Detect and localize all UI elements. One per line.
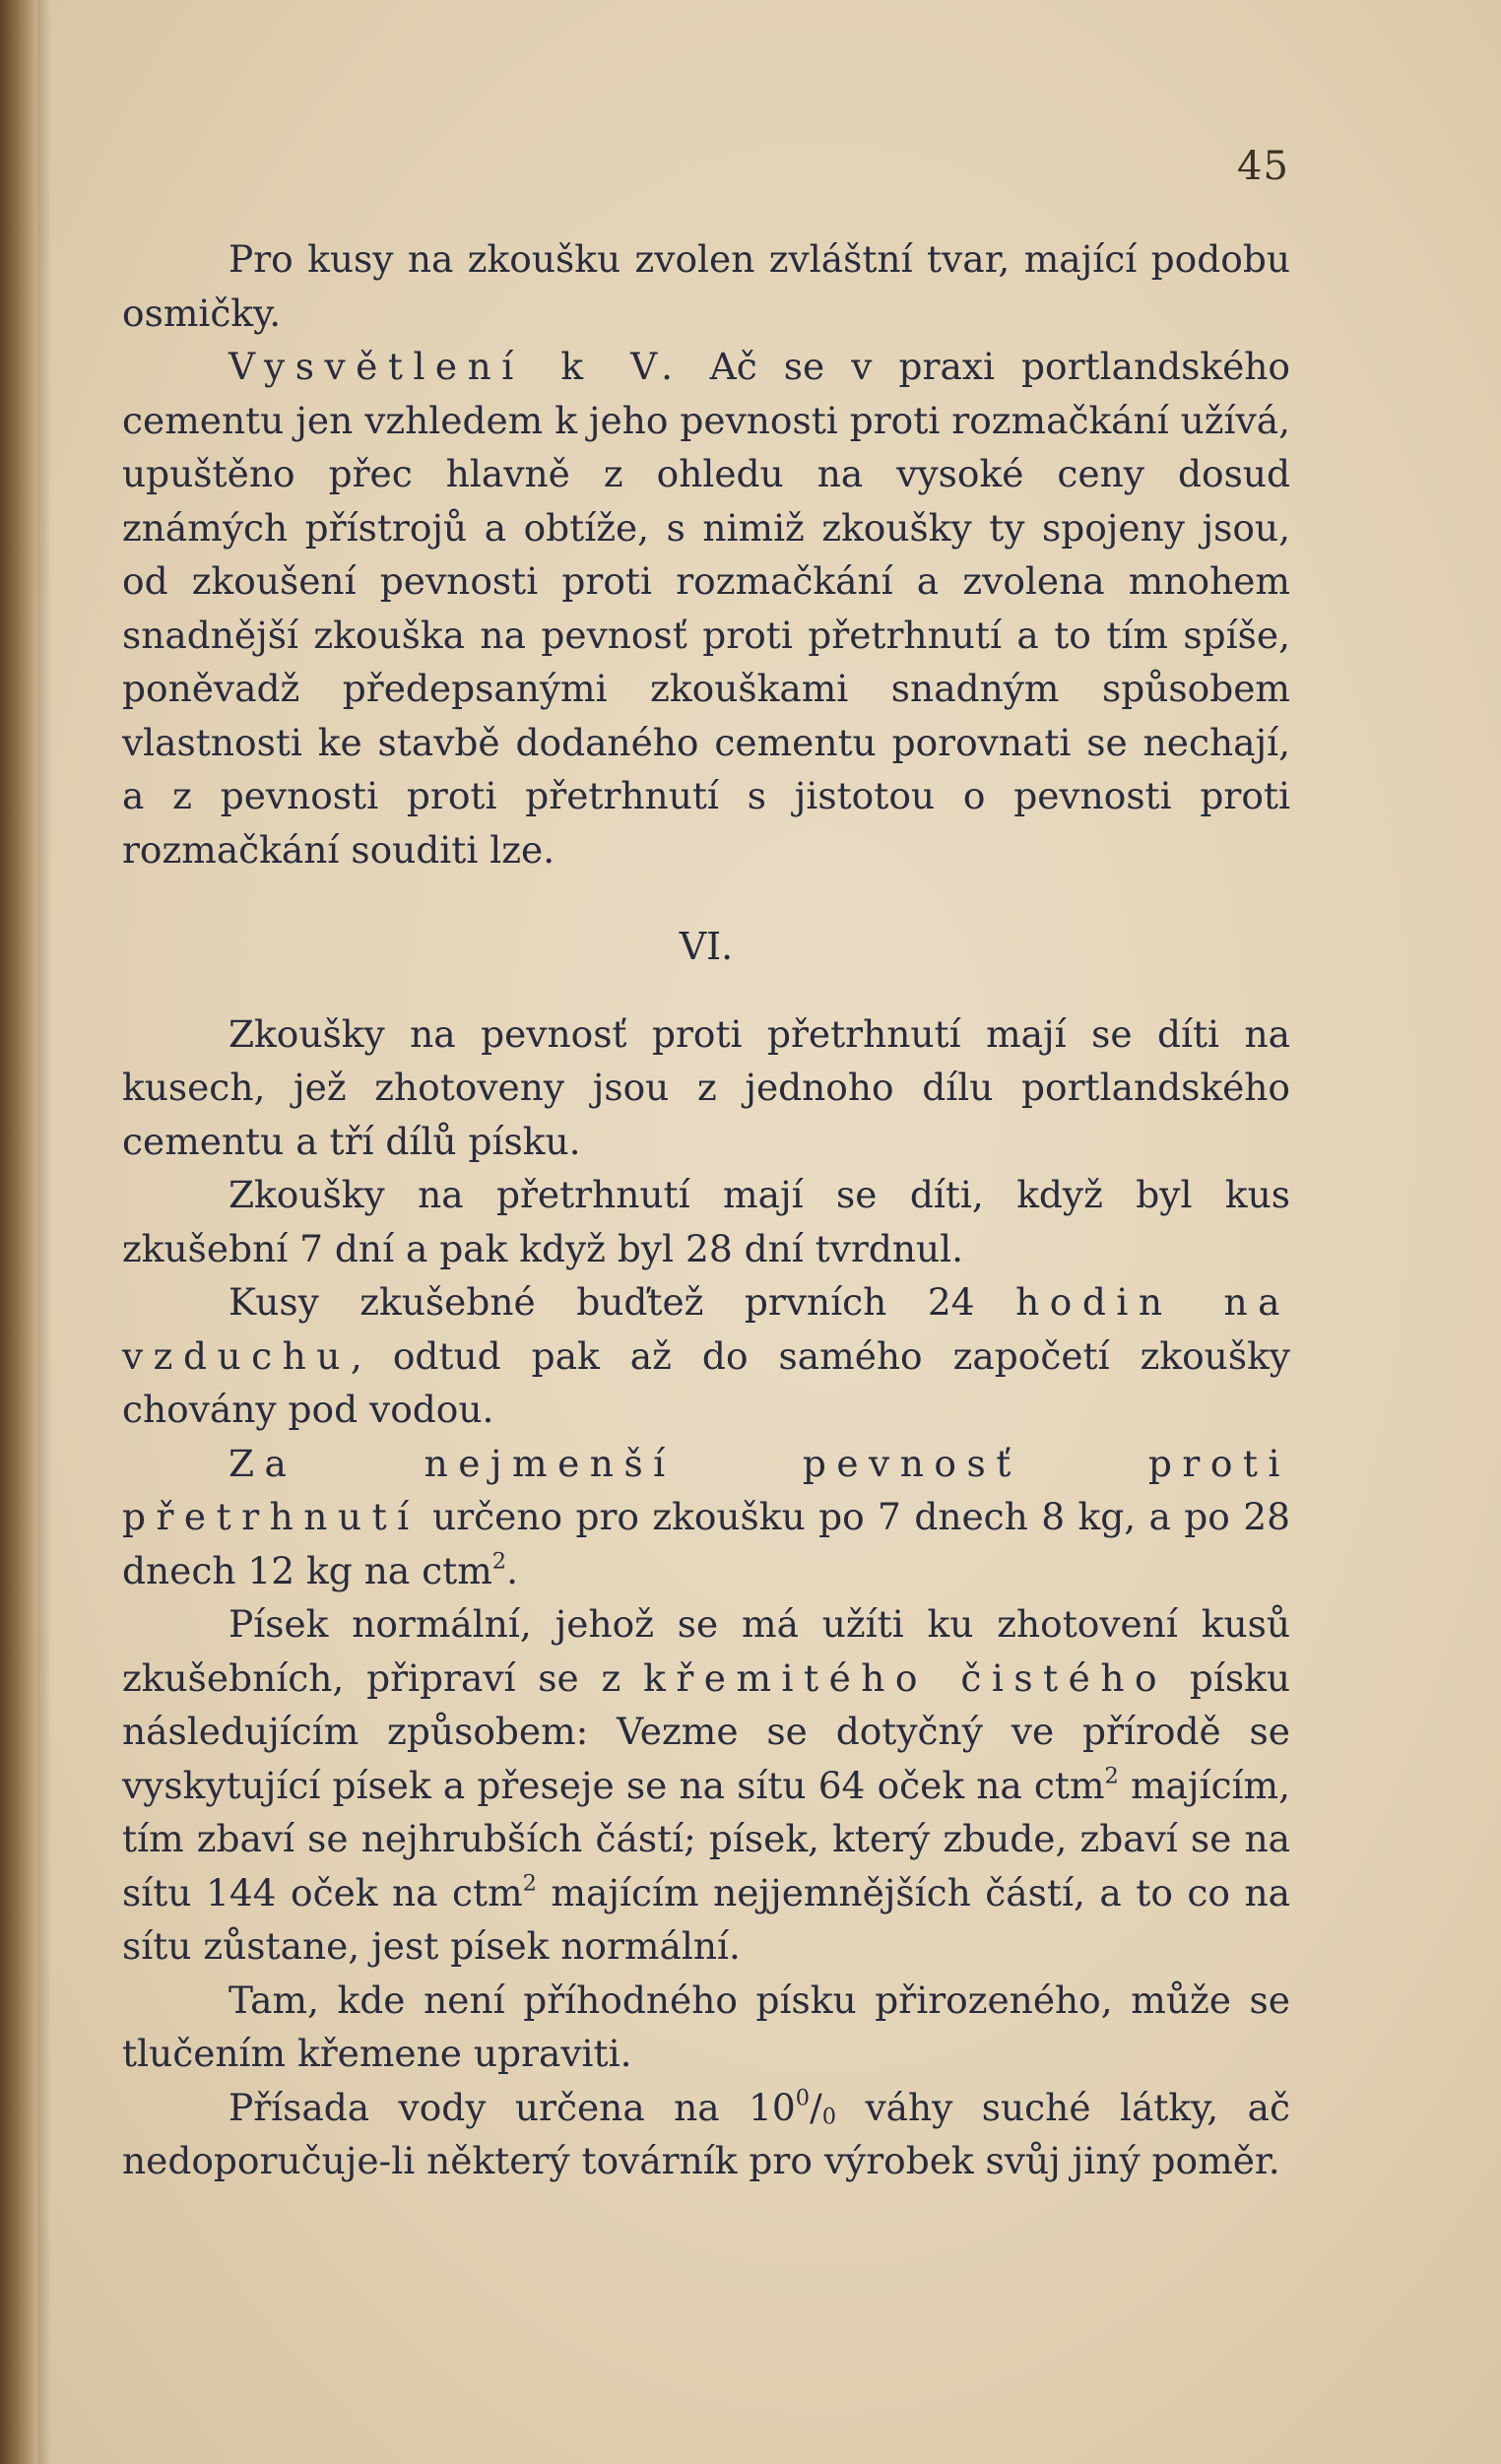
paragraph: Vysvětlení k V. Ač se v praxi portlandského cementu jen vzhledem k jeho pevnosti proti rozmačkání užívá, upuštěno přec hlavně z ohledu na vysoké ceny dosud známých přístrojů a obtíže, s nimiž zkoušky ty spojeny jsou, od zkoušení pevnosti proti rozmačkání a zvolena mnohem snadnější zkouška na pevnosť proti přetrhnutí a to tím spíše, poněvadž předepsanými zkouškami snadným spůsobem vlastnosti ke stavbě dodaného cementu porovnati se nechají, a z pevnosti proti přetrhnutí s jistotou o pevnosti proti rozmačkání souditi lze. — [122, 345, 1291, 872]
paragraph: Zkoušky na přetrhnutí mají se díti, když byl kus zkušební 7 dní a pak když byl 28 dní tvrdnul. — [122, 1173, 1290, 1270]
emphasis: hodin na vzduchu — [122, 1280, 1290, 1378]
paragraph: Zkoušky na pevnosť proti přetrhnutí mají se díti na kusech, jež zhotoveny jsou z jednoho dílu portlandského cementu a tří dílů písku. — [122, 1011, 1290, 1163]
paragraph: Písek normální, jehož se má užíti ku zhotovení kusů zkušebních, připraví se z křemitého čistého písku následujícím způsobem: Vezme se dotyčný ve přírodě se vyskytující písek a přeseje se na sítu 64 oček na ctm$^2$ majícím, tím zbaví se nejhrubších částí; písek, který zbude, zbaví se na sítu 144 oček na ctm$^2$ majícím nejjemnějších částí, a to co na sítu zůstane, jest písek normální. — [122, 1602, 1291, 1968]
paragraph: Za nejmenší pevnosť proti přetrhnutí určeno pro zkoušku po 7 dnech 8 kg, a po 28 dnech 12 kg na ctm$^2$. — [122, 1441, 1290, 1592]
paragraph: Tam, kde není příhodného písku přirozeného, může se tlučením křemene upraviti. — [122, 1978, 1290, 2075]
book-spine — [0, 0, 37, 2464]
body-text — [122, 232, 1290, 2188]
spaced-heading: Vysvětlení k V. — [228, 345, 684, 388]
paragraph: Kusy zkušebné buďtež prvních 24 hodin na vzduchu, odtud pak až do samého započetí zkoušky chovány pod vodou. — [122, 1280, 1290, 1431]
page-number: 45 — [1237, 144, 1289, 189]
paragraph: Přísada vody určena na $10^0/_0$ váhy suché látky, ač nedoporučuje-li některý továrník pro výrobek svůj jiný poměr. — [122, 2084, 1290, 2182]
emphasis: Za nejmenší pevnosť proti přetrhnutí — [122, 1441, 1290, 1538]
paragraph: Pro kusy na zkoušku zvolen zvláštní tvar, mající podobu osmičky. — [122, 237, 1290, 335]
emphasis: křemitého čistého — [643, 1655, 1168, 1700]
binding-shadow — [37, 0, 51, 2464]
section-heading: VI. — [679, 925, 734, 968]
